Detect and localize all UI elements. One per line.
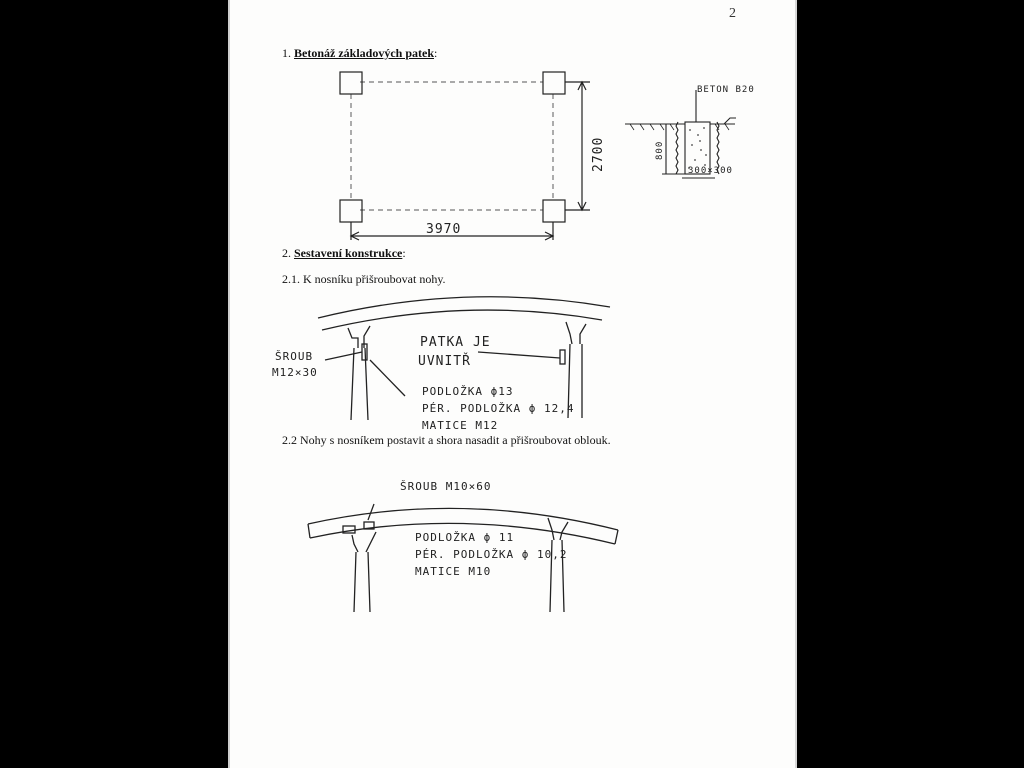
- section-2-number: 2.: [282, 246, 291, 260]
- page-edge-right: [795, 0, 797, 768]
- bolt-m10-label: ŠROUB M10×60: [400, 480, 492, 493]
- nut-label: MATICE M12: [422, 419, 499, 432]
- section-2-suffix: :: [402, 246, 406, 260]
- dim-width: 2700: [591, 136, 606, 172]
- detail-depth: 800: [655, 140, 665, 160]
- washer-11-label: PODLOŽKA ϕ 11: [415, 531, 515, 544]
- spring-washer-label: PÉR. PODLOŽKA ϕ 12,4: [422, 402, 575, 415]
- bolt-label-2: M12×30: [272, 366, 318, 379]
- page-number: 2: [729, 6, 736, 21]
- section-1-suffix: :: [434, 46, 438, 60]
- nut-m10-label: MATICE M10: [415, 565, 492, 578]
- washer-label: PODLOŽKA ϕ13: [422, 385, 514, 398]
- detail-concrete-label: BETON B20: [697, 85, 755, 95]
- dim-length: 3970: [426, 222, 462, 237]
- section-1-number: 1.: [282, 46, 291, 60]
- spring-washer-10-label: PÉR. PODLOŽKA ϕ 10,2: [415, 548, 568, 561]
- arch-drawing: [230, 0, 795, 768]
- document-page: [230, 0, 795, 768]
- detail-size: 300×300: [688, 166, 733, 176]
- section-1-title: Betonáž základových patek: [294, 46, 435, 60]
- note-1: PATKA JE: [420, 335, 491, 350]
- note-2: UVNITŘ: [418, 354, 471, 369]
- bolt-label-1: ŠROUB: [275, 350, 314, 363]
- step-2-2-text: 2.2 Nohy s nosníkem postavit a shora nasadit a přišroubovat oblouk.: [282, 433, 611, 447]
- section-2-title: Sestavení konstrukce: [294, 246, 403, 260]
- step-2-1-text: 2.1. K nosníku přišroubovat nohy.: [282, 272, 446, 286]
